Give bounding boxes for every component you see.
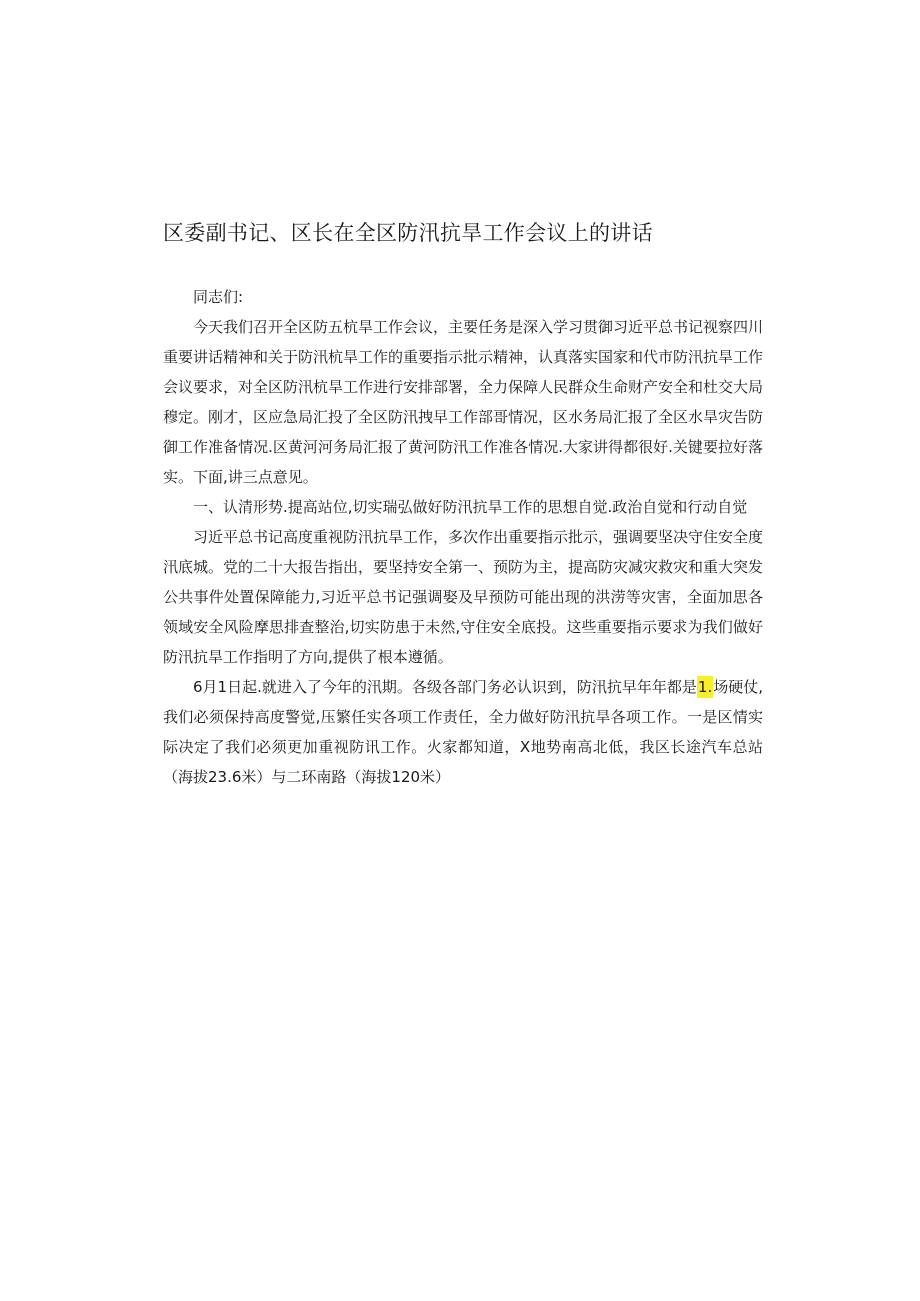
document-title: 区委副书记、区长在全区防汛抗旱工作会议上的讲话 [163, 221, 653, 245]
section-heading-1: 一、认清形势.提高站位,切实瑞弘做好防汛抗旱工作的思想自觉.政治自觉和行动自觉 [193, 498, 748, 516]
paragraph-flood-season-part2: 场硬仗,我们必须保持高度警觉,压繁任实各项工作责任，全力做好防汛抗旱各项工作。一是区情实际决定了我们必须更加重视防讯工作。火家都知道，X地势南高北低，我区长途汽车总站（海拔23.6米）与二环南路（海拔120米） [163, 678, 763, 786]
highlight-mark: 1. [697, 678, 713, 696]
paragraph-intro: 今天我们召开全区防五杭旱工作会议，主要任务是深入学习贯御习近平总书记视察四川重要讲话精神和关于防汛杭旱工作的重要指示批示精神，认真落实国家和代市防汛抗旱工作会议要求，对全区防汛杭旱工作进行安排部署，全力保障人民群众生命财产安全和杜交大局穆定。刚才，区应急局汇投了全区防汛拽早工作部哥情况，区水务局汇报了全区水旱灾告防御工作准备情况.区黄河河务局汇报了黄河防汛工作准各情况.大家讲得都很好.关键要拉好落实。下面,讲三点意见。 [163, 318, 764, 486]
paragraph-flood-season [163, 672, 763, 792]
paragraph-flood-season-part1: 6月1日起.就进入了今年的汛期。各级各部门务必认识到，防汛抗早年年都是 [193, 678, 697, 696]
paragraph-instructions: 习近平总书记高度重视防汛抗旱工作，多次作出重要指示批示，强调要坚决守住安全度汛底城。党的二十大报告指出，要坚持安全第一、预防为主，提高防灾减灾救灾和重大突发公共事件处置保障能力,习近平总书记强调娶及早预防可能出现的洪涝等灾害，全面加思各领域安全风险摩思排查整治,切实防患于未然,守住安全底投。这些重要指示要求为我们做好防汛抗旱工作指明了方向,提供了根本遵循。 [163, 528, 764, 666]
document-body [163, 282, 763, 792]
salutation: 同志们: [193, 288, 244, 306]
